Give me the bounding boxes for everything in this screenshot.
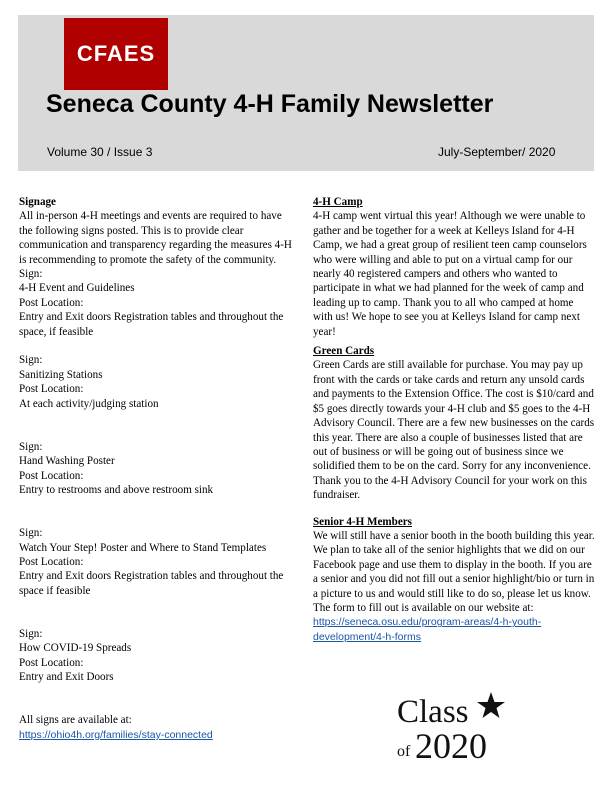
class-text: Class <box>397 694 469 730</box>
camp-text: 4-H camp went virtual this year! Although we were unable to gather and be together for a week at Kelleys Island for 4-H Camp, we had a great group of resilient teen camp counselors who were willing and able to put on a virtual camp for our nearly 40 registered campers and others who wanted to participate in what we had planned for the week of camp and leading up to camp. Thank you to all who camped at home with us! We hope to see you at Kelleys Island for camp next year! <box>313 210 587 338</box>
post-location-label: Post Location: <box>19 656 84 669</box>
sign-block <box>19 526 294 598</box>
sign-name: Hand Washing Poster <box>19 455 115 468</box>
post-location-label: Post Location: <box>19 469 84 482</box>
sign-label: Sign: <box>19 628 43 641</box>
sign-label: Sign: <box>19 354 43 367</box>
sign-label: Sign: <box>19 268 43 281</box>
post-location: Entry to restrooms and above restroom sink <box>19 484 214 497</box>
available-text: All signs are available at: <box>19 714 132 727</box>
star-icon <box>477 692 505 718</box>
post-location: At each activity/judging station <box>19 397 159 410</box>
post-location-label: Post Location: <box>19 556 84 569</box>
camp-heading: 4-H Camp <box>313 196 363 208</box>
green-cards-heading: Green Cards <box>313 345 375 358</box>
of-text: of <box>397 743 411 760</box>
sign-block <box>19 353 294 411</box>
year-text: 2020 <box>415 726 487 762</box>
sign-block <box>19 440 294 498</box>
post-location-label: Post Location: <box>19 383 84 396</box>
sign-name: How COVID-19 Spreads <box>19 642 132 655</box>
sign-block <box>19 627 294 685</box>
sign-name: 4-H Event and Guidelines <box>19 282 135 295</box>
stay-connected-link[interactable]: https://ohio4h.org/families/stay-connected <box>19 728 213 741</box>
sign-label: Sign: <box>19 527 43 540</box>
post-location: Entry and Exit doors Registration tables and throughout the space if feasible <box>19 570 284 597</box>
sign-name: Sanitizing Stations <box>19 368 103 381</box>
senior-heading: Senior 4-H Members <box>313 515 413 528</box>
forms-link[interactable]: https://seneca.osu.edu/program-areas/4-h-youth-development/4-h-forms <box>313 616 542 643</box>
signage-heading: Signage <box>19 196 56 208</box>
senior-text: We will still have a senior booth in the booth building this year. We plan to take all of the senior highlights that we did on our Facebook page and use them to display in the booth. If you are a senior and you did not fill out a senior highlight/bio or turn in a picture to us and would still like to do so, please let us know. The form to fill out is available on our website at: <box>313 529 595 614</box>
left-column <box>19 195 294 742</box>
sign-label: Sign: <box>19 440 43 453</box>
green-cards-text: Green Cards are still available for purchase. You may pay up front with the cards or take cards and return any unsold cards and payments to the Extension Office. The cost is $10/card and $5 goes directly towards your 4-H club and $5 goes to the 4-H Advisory Council. There are a few new businesses on the cards this year. There are also a couple of businesses listed that are out of business or will be going out of business since we solidified them to be on the card. Sorry for any inconvenience. Thank you to the 4-H Advisory Council for your work on this fundraiser. <box>313 359 595 502</box>
newsletter-header <box>18 15 594 171</box>
sign-block <box>19 267 294 339</box>
right-column <box>313 195 595 644</box>
sign-name: Watch Your Step! Poster and Where to Stand Templates <box>19 541 267 554</box>
page-title: Seneca County 4-H Family Newsletter <box>46 90 494 118</box>
post-location: Entry and Exit Doors <box>19 671 114 684</box>
class-of-2020-graphic <box>395 690 505 762</box>
issue-date: July-September/ 2020 <box>438 145 556 159</box>
post-location: Entry and Exit doors Registration tables and throughout the space, if feasible <box>19 311 284 338</box>
cfaes-logo: CFAES <box>64 18 168 90</box>
signage-text: All in-person 4-H meetings and events are required to have the following signs posted. This is to provide clear communication and transparency regarding the measures 4-H is recommending to promote the safety of the community. <box>19 210 292 266</box>
post-location-label: Post Location: <box>19 296 84 309</box>
volume-issue: Volume 30 / Issue 3 <box>47 145 153 159</box>
